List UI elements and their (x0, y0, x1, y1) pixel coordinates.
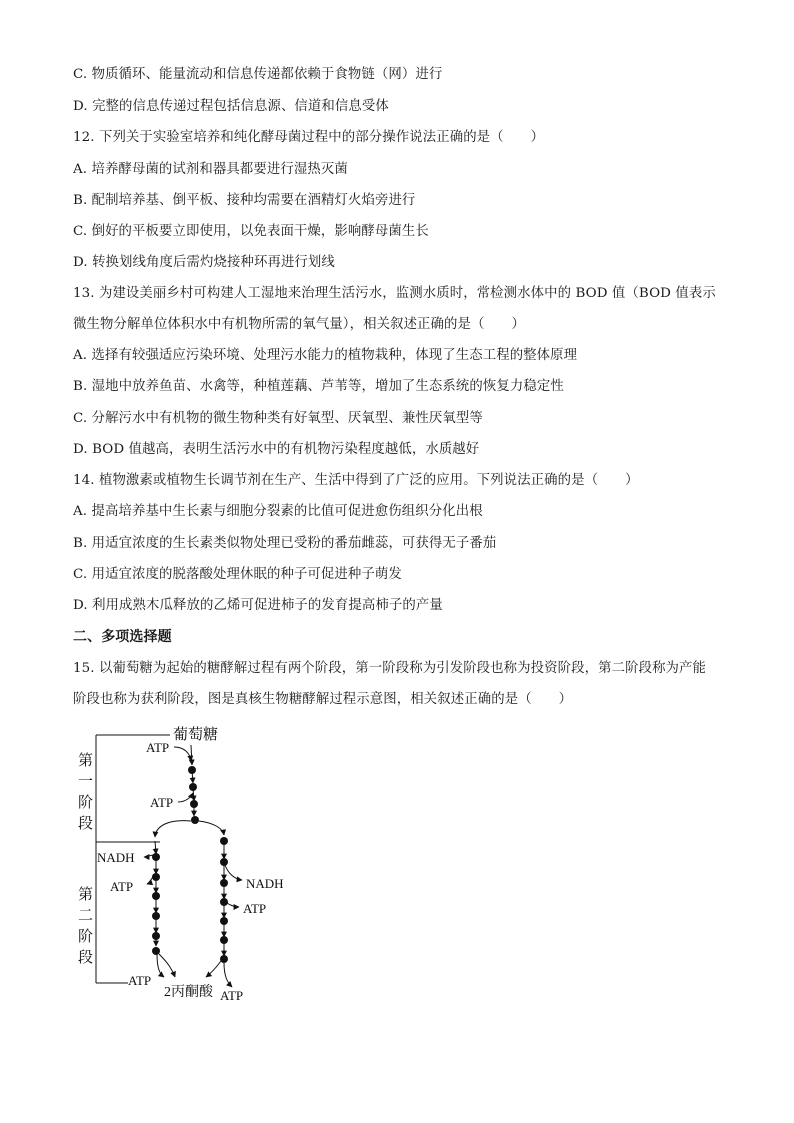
q11-option-c: C. 物质循环、能量流动和信息传递都依赖于食物链（网）进行 (73, 67, 443, 82)
q12-option-c: C. 倒好的平板要立即使用，以免表面干燥，影响酵母菌生长 (73, 224, 429, 239)
q13-stem-line2: 微生物分解单位体积水中有机物所需的氧气量），相关叙述正确的是（ ） (73, 317, 525, 332)
stage2-char-3: 阶 (78, 929, 94, 945)
pyruvate-label: 2丙酮酸 (164, 985, 213, 1000)
q13-option-b: B. 湿地中放养鱼苗、水禽等，种植莲藕、芦苇等，增加了生态系统的恢复力稳定性 (73, 379, 564, 394)
atp-input-2-arrow (178, 793, 193, 802)
q12-option-d: D. 转换划线角度后需灼烧接种环再进行划线 (73, 255, 335, 270)
section-title: 二、多项选择题 (73, 629, 172, 645)
atp-input-1-arrow (174, 747, 191, 761)
stage1-char-3: 阶 (78, 795, 94, 811)
atp-right-2-label: ATP (220, 988, 244, 1003)
q14-option-c: C. 用适宜浓度的脱落酸处理休眠的种子可促进种子萌发 (73, 567, 402, 582)
q13-option-c: C. 分解污水中有机物的微生物种类有好氧型、厌氧型、兼性厌氧型等 (73, 411, 483, 426)
q14-option-b: B. 用适宜浓度的生长素类似物处理已受粉的番茄雌蕊，可获得无子番茄 (73, 536, 497, 551)
q11-option-d: D. 完整的信息传递过程包括信息源、信道和信息受体 (73, 99, 389, 114)
stage1-char-1: 第 (78, 753, 94, 769)
nadh-left-label: NADH (97, 850, 135, 865)
q13-stem-line1: 13. 为建设美丽乡村可构建人工湿地来治理生活污水，监测水质时，常检测水体中的 BOD 值（BOD 值表示 (73, 286, 716, 301)
atp-left-2-label: ATP (128, 973, 152, 988)
q12-option-a: A. 培养酵母菌的试剂和器具都要进行湿热灭菌 (73, 162, 348, 177)
q14-stem: 14. 植物激素或植物生长调节剂在生产、生活中得到了广泛的应用。下列说法正确的是（ ） (73, 473, 639, 488)
stage1-char-4: 段 (78, 816, 94, 832)
glucose-label: 葡萄糖 (173, 727, 219, 743)
stage2-char-1: 第 (78, 887, 94, 903)
q13-option-d: D. BOD 值越高，表明生活污水中的有机物污染程度越低，水质越好 (73, 442, 480, 457)
q15-stem-line1: 15. 以葡萄糖为起始的糖酵解过程有两个阶段，第一阶段称为引发阶段也称为投资阶段，第二阶段称为产能 (73, 661, 707, 676)
q12-stem: 12. 下列关于实验室培养和纯化酵母菌过程中的部分操作说法正确的是（ ） (73, 130, 545, 145)
nadh-right-arrow (225, 865, 242, 880)
q14-option-a: A. 提高培养基中生长素与细胞分裂素的比值可促进愈伤组织分化出根 (73, 504, 483, 519)
q14-option-d: D. 利用成熟木瓜释放的乙烯可促进柿子的发育提高柿子的产量 (73, 598, 443, 613)
stage1-char-2: 一 (78, 774, 94, 790)
split-arrows (155, 821, 224, 837)
atp-left-1-label: ATP (110, 879, 134, 894)
stage2-char-4: 段 (78, 950, 94, 966)
atp-input-1-label: ATP (146, 740, 170, 755)
q12-option-b: B. 配制培养基、倒平板、接种均需要在酒精灯火焰旁进行 (73, 193, 416, 208)
glycolysis-diagram (60, 715, 320, 1015)
q13-option-a: A. 选择有较强适应污染环境、处理污水能力的植物栽种，体现了生态工程的整体原理 (73, 348, 578, 363)
right-to-pyruvate-arrow (206, 961, 221, 977)
stage2-char-2: 二 (78, 908, 94, 924)
atp-right-1-label: ATP (243, 901, 267, 916)
atp-right-2-arrow (224, 963, 232, 987)
q15-stem-line2: 阶段也称为获利阶段，图是真核生物糖酵解过程示意图，相关叙述正确的是（ ） (73, 692, 573, 707)
nadh-right-label: NADH (246, 876, 284, 891)
atp-input-2-label: ATP (150, 795, 174, 810)
